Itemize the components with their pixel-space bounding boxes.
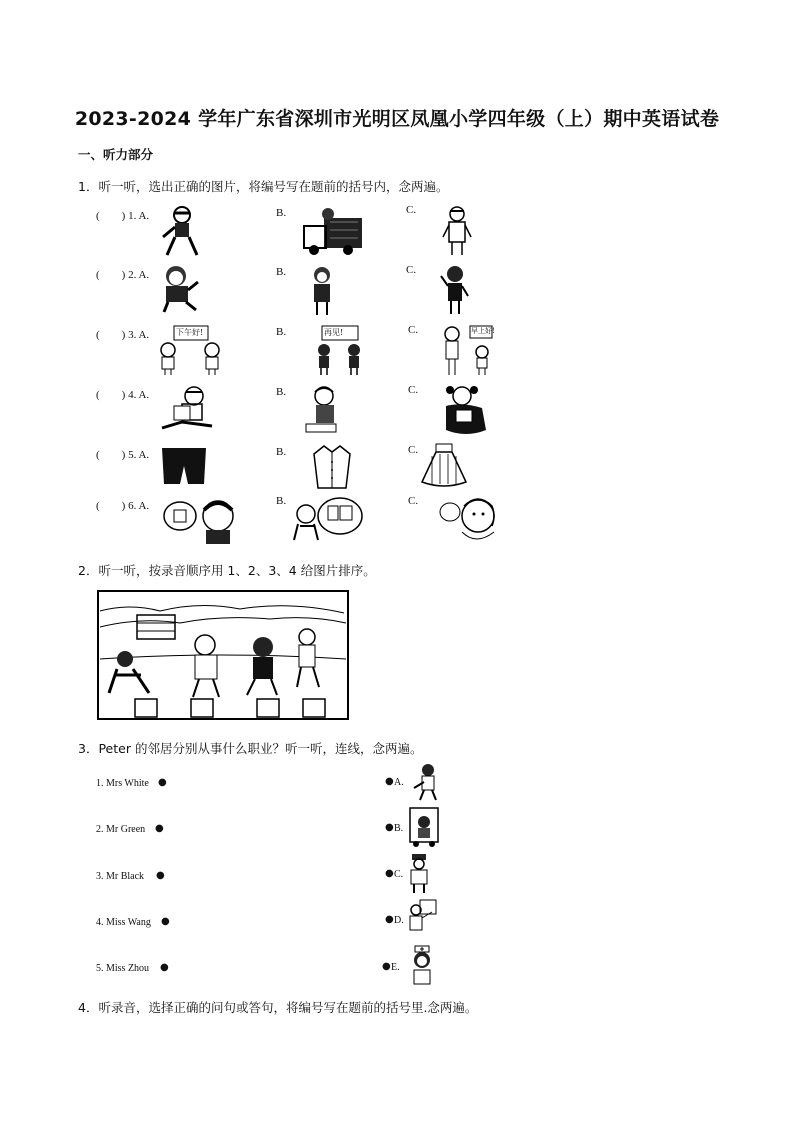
q1-row4-c-picture	[438, 384, 490, 436]
q3-left-item-1: 1. Mrs White	[96, 778, 149, 789]
q3-left-item-3: 3. Mr Black	[96, 871, 145, 882]
q1-row3-c-bubble-text: 早上好!	[471, 327, 495, 335]
q1-row1-c-picture	[440, 205, 474, 257]
q3-right-picture-a	[410, 762, 442, 802]
q1-row1-label: ( ) 1. A.	[96, 210, 150, 222]
q3-left-dot-4[interactable]: ●	[161, 916, 170, 927]
q2-scene-picture	[95, 589, 351, 721]
q3-right-label-e: E.	[391, 962, 400, 973]
section-heading: 一、听力部分	[78, 147, 154, 162]
q3-right-picture-c	[406, 852, 432, 894]
q1-row5-b-label: B.	[276, 446, 287, 458]
q1-row3-label: ( ) 3. A.	[96, 329, 150, 341]
q1-row2-b-picture	[305, 265, 339, 317]
q1-row1-c-label: C.	[406, 204, 417, 216]
q1-row4-label: ( ) 4. A.	[96, 389, 150, 401]
q1-row4-c-label: C.	[408, 384, 419, 396]
q1-row2-c-picture	[438, 264, 472, 316]
q2-instruction: 2．听一听，按录音顺序用 1、2、3、4 给图片排序。	[78, 563, 376, 578]
q3-left-item-2: 2. Mr Green	[96, 824, 146, 835]
q3-right-label-b: B.	[394, 823, 404, 834]
q1-row5-c-picture	[420, 442, 468, 488]
q1-row2-label: ( ) 2. A.	[96, 269, 150, 281]
q3-right-picture-e	[408, 944, 436, 986]
q1-row2-c-label: C.	[406, 264, 417, 276]
q3-instruction: 3．Peter 的邻居分别从事什么职业？听一听，连线，念两遍。	[78, 741, 423, 756]
q1-row4-a-picture	[158, 384, 218, 436]
q4-instruction: 4．听录音，选择正确的问句或答句，将编号写在题前的括号里.念两遍。	[78, 1000, 478, 1015]
q3-right-label-c: C.	[394, 869, 404, 880]
q3-right-dot-a[interactable]: ●	[385, 776, 394, 787]
q3-right-picture-b	[408, 806, 440, 848]
q1-row5-b-picture	[312, 444, 352, 490]
q3-left-dot-2[interactable]: ●	[155, 823, 164, 834]
q3-left-item-4: 4. Miss Wang	[96, 917, 151, 928]
q3-right-picture-d	[406, 898, 438, 938]
q3-right-label-a: A.	[394, 777, 404, 788]
q1-row6-c-picture	[438, 494, 500, 546]
q1-row1-a-picture	[160, 205, 205, 257]
q3-right-dot-d[interactable]: ●	[385, 914, 394, 925]
q1-instruction: 1．听一听，选出正确的图片，将编号写在题前的括号内，念两遍。	[78, 179, 449, 194]
q1-row4-b-label: B.	[276, 386, 287, 398]
q1-row6-b-picture	[292, 494, 364, 546]
q1-row3-a-bubble-text: 下午好!	[176, 328, 204, 337]
q1-row1-b-label: B.	[276, 207, 287, 219]
q1-row2-a-picture	[158, 264, 203, 314]
q3-right-dot-c[interactable]: ●	[385, 868, 394, 879]
q1-row1-b-picture	[302, 206, 364, 256]
q3-right-label-d: D.	[394, 915, 404, 926]
q3-left-dot-1[interactable]: ●	[158, 777, 167, 788]
q1-row5-c-label: C.	[408, 444, 419, 456]
q3-left-dot-5[interactable]: ●	[160, 962, 169, 973]
q3-left-dot-3[interactable]: ●	[156, 870, 165, 881]
q1-row5-a-picture	[160, 446, 208, 486]
q1-row3-c-label: C.	[408, 324, 419, 336]
q1-row2-b-label: B.	[276, 266, 287, 278]
q1-row6-b-label: B.	[276, 495, 287, 507]
q3-right-dot-b[interactable]: ●	[385, 822, 394, 833]
q1-row6-c-label: C.	[408, 495, 419, 507]
q1-row3-b-label: B.	[276, 326, 287, 338]
page-title: 2023-2024 学年广东省深圳市光明区凤凰小学四年级（上）期中英语试卷	[74, 108, 720, 130]
q1-row6-a-picture	[162, 494, 242, 546]
q1-row5-label: ( ) 5. A.	[96, 449, 150, 461]
q1-row4-b-picture	[300, 384, 348, 436]
q3-left-item-5: 5. Miss Zhou	[96, 963, 150, 974]
q1-row6-label: ( ) 6. A.	[96, 500, 150, 512]
q1-row3-b-bubble-text: 再见!	[324, 328, 344, 337]
q3-right-dot-e[interactable]: ●	[382, 961, 391, 972]
